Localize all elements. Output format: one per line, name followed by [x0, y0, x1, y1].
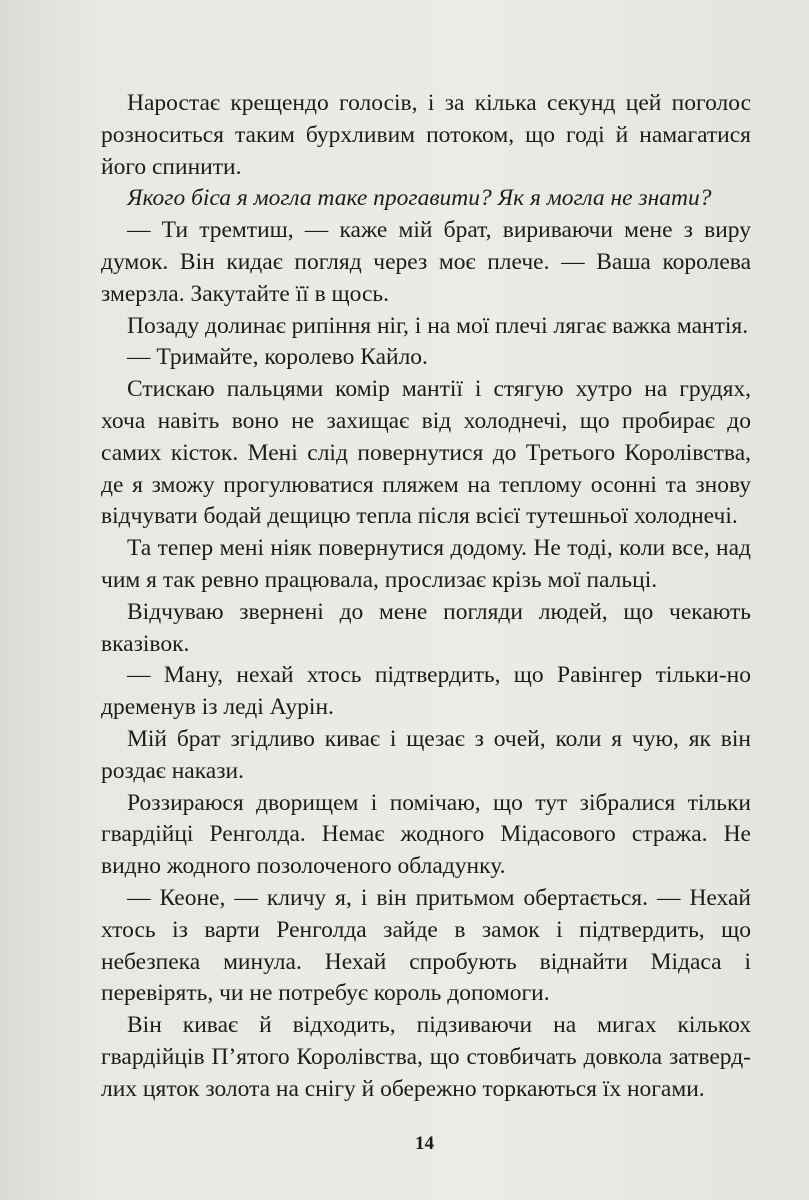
paragraph: — Кеоне, — кличу я, і він притьмом обертається. — Нехай хтось із варти Ренголда зайде в замок і підтвердить, що небезпека минула. Нехай спробують віднайти Мідаса і перевірять, чи не потребує король допомоги. — [101, 884, 751, 1007]
paragraph: — Ману, нехай хтось підтвердить, що Равінгер тільки-но дременув із леді Аурін. — [101, 662, 751, 721]
page-number: 14 — [415, 1133, 434, 1154]
paragraph: — Тримайте, королево Кайло. — [127, 344, 428, 371]
paragraph: Стискаю пальцями комір мантії і стягую хутро на грудях, хоча навіть воно не захищає від холоднечі, що пробирає до самих кісток. Мені слід повернутися до Третього Королівства, де я зможу прогулюватися пляжем на теплому осонні та знову відчувати бодай дещицю тепла після всієї тутешньої холоднечі. — [101, 376, 751, 530]
paragraph-italic-thought: Якого біса я могла таке прогавити? Як я могла не знати? — [127, 185, 712, 212]
paragraph: Відчуваю звернені до мене погляди людей, що чекають вказівок. — [101, 598, 751, 657]
paragraph: Мій брат згідливо киває і щезає з очей, коли я чую, як він роздає накази. — [101, 725, 751, 784]
paragraph: Позаду долинає рипіння ніг, і на мої плечі лягає важка мантія. — [127, 312, 749, 339]
paragraph: Та тепер мені ніяк повернутися додому. Не тоді, коли все, над чим я так ревно працювала, прослизає крізь мої пальці. — [101, 535, 751, 593]
paragraph: Наростає крещендо голосів, і за кілька секунд цей поголос розноситься таким бурхливим потоком, що годі й намагатися його спинити. — [101, 90, 751, 180]
paragraph: — Ти тремтиш, — каже мій брат, вириваючи мене з виру думок. Він кидає погляд через моє плече. — Ваша королева змерзла. Закутайте її в щось. — [101, 217, 751, 307]
body-text — [101, 88, 751, 1106]
paragraph: Роззираюся дворищем і помічаю, що тут зібралися тільки гвардійці Ренголда. Немає жодного Мідасового стража. Не видно жодного позолоченого обладунку. — [101, 789, 751, 880]
paragraph: Він киває й відходить, підзиваючи на мигах кількох гвардійців П’ятого Королівства, що стовбичать довкола затвердлих цяток золота на снігу й обережно торкаються їх ногами. — [101, 1012, 751, 1102]
